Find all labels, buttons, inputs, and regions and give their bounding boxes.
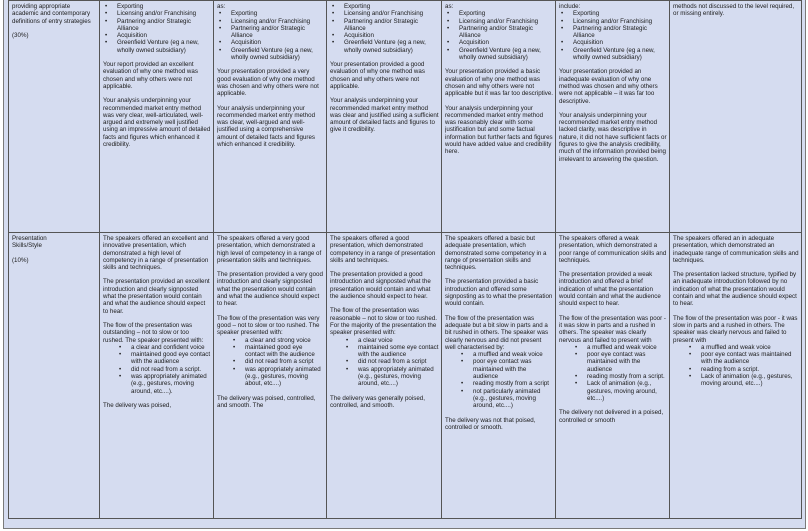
list-item: • a clear and strong voice: [217, 337, 324, 344]
evaluation-text: Your presentation provided a very good evaluation of why one method was chosen and why others were not applicable.: [217, 68, 319, 98]
delivery-text: The delivery was not that poised, controlled or smooth.: [445, 416, 536, 431]
strategy-list: [559, 10, 667, 61]
grade-cell-3: [327, 233, 442, 519]
flow-text: The flow of the presentation was poor - it was slow in parts and a rushed in others. The speaker was clearly nervous and failed to present with: [673, 314, 798, 344]
analysis-text: Your analysis underpinning your recommended market entry method was clear, well-argued and well-justified using a comprehensive amount of detailed facts and figures which enhanced it credibility.: [217, 104, 316, 149]
delivery-list: [445, 351, 553, 409]
list-item: • Greenfield Venture (eg a new, wholly owned subsidiary): [330, 39, 439, 54]
list-item: • Partnering and/or Strategic Alliance: [103, 18, 211, 33]
list-item: • Exporting: [445, 10, 553, 17]
list-item: • Lack of animation (e.g., gestures, moving around, etc....): [673, 373, 799, 388]
list-item: • did not read from a script: [217, 358, 324, 365]
rubric-row-entry-strategies: [9, 1, 802, 233]
criterion-title-line: Skills/Style: [12, 242, 42, 250]
list-item: • not particularly animated (e.g., gestures, moving around, etc....): [445, 388, 553, 410]
flow-text: The flow of the presentation was reasonable – not to slow or too rushed. For the majority of the presentation the speaker presented with:: [330, 307, 437, 337]
list-item: • Partnering and/or Strategic Alliance: [445, 25, 553, 40]
evaluation-text: Your presentation provided a good evaluation of why one method was chosen and why others were not applicable.: [330, 61, 425, 90]
list-item: • did not read from a script: [330, 358, 439, 365]
criterion-title: [12, 235, 97, 250]
criterion-weight: (10%): [12, 256, 29, 264]
list-item: • Licensing and/or Franchising: [559, 18, 667, 25]
list-item: • was appropriately animated (e.g., gestures, moving around, etc....).: [103, 373, 211, 395]
list-item: • a muffled and weak voice: [445, 351, 553, 358]
list-item: • did not read from a script.: [103, 366, 211, 373]
evaluation-text: Your presentation provided an inadequate evaluation of why one method was chosen and why others were not applicable – it was far too descriptive.: [559, 68, 658, 105]
grade-cell-2: [214, 233, 327, 519]
cell-lead-text: as:: [445, 3, 454, 10]
introduction-text: The presentation provided a weak introduction and offered a brief indication of what the presentation would contain and what the audience should expect to hear.: [559, 271, 661, 308]
delivery-text: The delivery was poised, controlled, and smooth. The: [217, 394, 316, 409]
list-item: • Licensing and/or Franchising: [217, 18, 324, 25]
list-item: • was appropriately animated (e.g., gestures, moving about, etc....): [217, 366, 324, 388]
cell-lead-text: as:: [217, 3, 226, 10]
list-item: • maintained some eye contact with the audience: [330, 344, 439, 359]
list-item: • Licensing and/or Franchising: [330, 10, 439, 17]
list-item: • was appropriately animated (e.g., gestures, moving around, etc....): [330, 366, 439, 388]
overview-text: The speakers offered an in adequate presentation, which demonstrated an inadequate range of communication skills and techniques.: [673, 235, 799, 264]
grade-cell-2: [214, 1, 327, 233]
grade-cell-6: [670, 1, 802, 233]
list-item: • Acquisition: [330, 32, 439, 39]
delivery-list: [103, 344, 211, 395]
introduction-text: The presentation provided a basic introduction and offered some signposting as to what the presentation would contain.: [445, 278, 553, 308]
overview-text: The speakers offered a weak presentation, which demonstrated a poor range of communication skills and techniques.: [559, 235, 667, 264]
rubric-row-presentation-skills: [9, 233, 802, 519]
grade-cell-4: [442, 1, 556, 233]
list-item: • reading mostly from a script: [445, 380, 553, 387]
list-item: • Licensing and/or Franchising: [103, 10, 211, 17]
overview-text: The speakers offered a good presentation, which demonstrated competency in a range of presentation skills and techniques.: [330, 235, 436, 264]
list-item: • a muffled and weak voice: [559, 344, 667, 351]
grade-cell-1: [100, 1, 214, 233]
list-item: • reading from a script.: [673, 366, 799, 373]
introduction-text: The presentation provided a good introduction and signposted what the presentation would contain and what the audience should expect to hear.: [330, 271, 431, 301]
list-item: • Greenfield Venture (eg a new, wholly owned subsidiary): [445, 47, 553, 62]
flow-text: The flow of the presentation was poor - it was slow in parts and a rushed in others. The speaker was clearly nervous and failed to present with: [559, 314, 666, 344]
list-item: • poor eye contact was maintained with the audience: [673, 351, 799, 366]
list-item: • maintained good eye contact with the audience: [217, 344, 324, 359]
grade-cell-5: [556, 1, 670, 233]
list-item: • Exporting: [103, 3, 211, 10]
delivery-text: The delivery not delivered in a poised, controlled or smooth: [559, 409, 664, 424]
list-item: • Partnering and/or Strategic Alliance: [559, 25, 667, 40]
list-item: • a clear voice: [330, 337, 439, 344]
strategy-list: [217, 10, 324, 61]
strategy-list: [445, 10, 553, 61]
criterion-cell: [9, 233, 100, 519]
list-item: • Licensing and/or Franchising: [445, 18, 553, 25]
list-item: • Partnering and/or Strategic Alliance: [217, 25, 324, 40]
criterion-weight: (30%): [12, 31, 29, 39]
grade-cell-1: [100, 233, 214, 519]
marking-rubric-table: [8, 0, 802, 519]
list-item: • Acquisition: [217, 39, 324, 46]
analysis-text: Your analysis underpinning your recommended market entry method lacked clarity, was descriptive in nature, it did not have sufficient facts or figures to give the analysis credibility, much of the information provided being irrelevant to answering the question.: [559, 111, 667, 163]
list-item: • Partnering and/or Strategic Alliance: [330, 18, 439, 33]
grade-cell-6: [670, 233, 802, 519]
list-item: • Lack of animation (e.g., gestures, moving around, etc....): [559, 380, 667, 402]
list-item: • poor eye contact was maintained with the audience: [445, 358, 553, 380]
strategy-list: [330, 3, 439, 54]
criterion-title-line: Presentation: [12, 235, 47, 242]
overview-text: The speakers offered an excellent and innovative presentation, which demonstrated a high level of competency in a range of presentation skills and techniques.: [103, 235, 209, 272]
grade-cell-5: [556, 233, 670, 519]
flow-text: The flow of the presentation was outstanding – not to slow or too rushed. The speaker presented with:: [103, 321, 204, 344]
list-item: • reading mostly from a script.: [559, 373, 667, 380]
list-item: • Exporting: [330, 3, 439, 10]
analysis-text: Your analysis underpinning your recommended market entry method was very clear, well-articulated, well-argued and extremely well justified using an impressive amount of detailed facts and figures which enhanced it credibility.: [103, 97, 211, 149]
introduction-text: The presentation lacked structure, typified by an inadequate introduction followed by no indication of what the presentation would contain and what the audience should expect to hear.: [673, 271, 797, 308]
list-item: • a clear and confident voice: [103, 344, 211, 351]
analysis-text: Your analysis underpinning your recommended market entry method was reasonably clear with some justification but and some factual information but further facts and figures would have added value and credibility here.: [445, 104, 553, 156]
list-item: • maintained good eye contact with the audience: [103, 351, 211, 366]
list-item: • Exporting: [559, 10, 667, 17]
overview-text: The speakers offered a basic but adequate presentation, which demonstrated some competency in a range of presentation skills and techniques.: [445, 235, 547, 272]
evaluation-text: Your presentation provided a basic evaluation of why one method was chosen and why others were not applicable but it was far too descriptive.: [445, 68, 553, 98]
evaluation-text: Your report provided an excellent evaluation of why one method was chosen and why others were not applicable.: [103, 61, 198, 90]
list-item: • Greenfield Venture (eg a new, wholly owned subsidiary): [103, 39, 211, 54]
list-item: • Greenfield Venture (eg a new, wholly owned subsidiary): [217, 47, 324, 62]
overview-text: The speakers offered a very good presentation, which demonstrated a high level of competency in a range of presentation skills and techniques.: [217, 235, 322, 264]
cell-lead-text: include:: [559, 3, 581, 10]
delivery-list: [217, 337, 324, 388]
grade-cell-4: [442, 233, 556, 519]
list-item: • poor eye contact was maintained with the audience: [559, 351, 667, 373]
list-item: • Acquisition: [103, 32, 211, 39]
delivery-list: [559, 344, 667, 402]
flow-text: The flow of the presentation was adequate but a bit slow in parts and a bit rushed in others. The speaker was clearly nervous and did not present well characterised by:: [445, 314, 549, 351]
introduction-text: The presentation provided an excellent introduction and clearly signposted what the presentation would contain and what the audience should expect to hear.: [103, 278, 210, 315]
list-item: • a muffled and weak voice: [673, 344, 799, 351]
list-item: • Exporting: [217, 10, 324, 17]
analysis-text: Your analysis underpinning your recommended market entry method was clear and justified using a sufficient amount of detailed facts and figures to give it credibility.: [330, 97, 439, 134]
criterion-title: providing appropriate academic and contemporary definitions of entry strategies: [12, 3, 91, 25]
introduction-text: The presentation provided a very good introduction and clearly signposted what the presentation would contain and what the audience should expect to hear.: [217, 271, 323, 308]
cell-lead-text: methods not discussed to the level required, or missing entirely.: [673, 3, 795, 18]
delivery-list: [673, 344, 799, 388]
list-item: • Acquisition: [445, 39, 553, 46]
delivery-list: [330, 337, 439, 388]
delivery-text: The delivery was generally poised, controlled, and smooth.: [330, 394, 425, 409]
list-item: • Greenfield Venture (eg a new, wholly owned subsidiary): [559, 47, 667, 62]
grade-cell-3: [327, 1, 442, 233]
strategy-list: [103, 3, 211, 54]
criterion-cell: [9, 1, 100, 233]
document-page: [3, 0, 806, 529]
delivery-text: The delivery was poised,: [103, 401, 172, 409]
list-item: • Acquisition: [559, 39, 667, 46]
flow-text: The flow of the presentation was very good – not to slow or too rushed. The speaker presented with:: [217, 314, 320, 337]
